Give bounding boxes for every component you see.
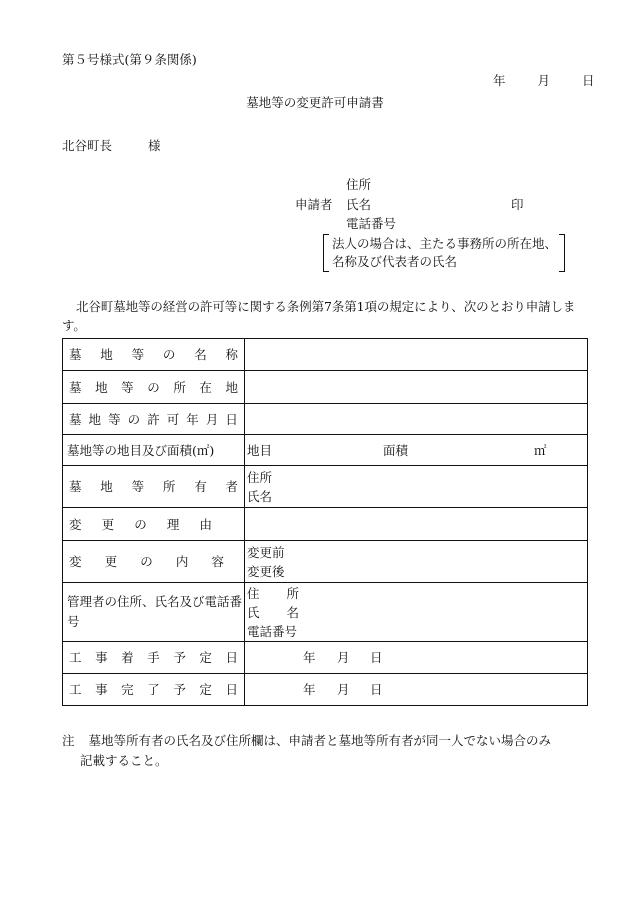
- table-row-location: [63, 371, 588, 404]
- date-year-unit: 年: [493, 73, 506, 88]
- application-statement: 北谷町墓地等の経営の許可等に関する条例第7条第1項の規定により、次のとおり申請します。: [62, 299, 576, 333]
- corporate-note: [332, 235, 557, 271]
- table-row-manager: [63, 583, 588, 642]
- label-char: の: [140, 554, 153, 569]
- area-unit: ㎡: [534, 442, 547, 458]
- input-change-content[interactable]: [245, 541, 588, 583]
- label-char: 事: [95, 650, 108, 665]
- table-row-name: [63, 339, 588, 371]
- applicant-name-label: 氏名: [346, 197, 372, 212]
- label-char: 住: [247, 585, 260, 601]
- footnote: [62, 731, 590, 771]
- application-form-table: [62, 338, 588, 706]
- label-char: 墓: [69, 379, 82, 395]
- end-date-fields: [249, 680, 583, 699]
- label-char: 等: [131, 347, 145, 362]
- change-before-label: 変更前: [247, 544, 285, 560]
- end-year-unit: 年: [303, 682, 316, 697]
- label-char: 地: [88, 411, 102, 427]
- manager-phone-label: 電話番号: [247, 623, 298, 639]
- applicant-address-label: 住所: [346, 177, 372, 192]
- start-date-fields: [249, 648, 583, 667]
- spread-label: [67, 680, 240, 699]
- table-row-end-date: [63, 674, 588, 706]
- input-start-date[interactable]: [245, 642, 588, 674]
- area-label: 面積: [383, 442, 409, 458]
- label-char: 変: [69, 516, 82, 532]
- label-char: の: [127, 411, 141, 427]
- label-char: 日: [225, 650, 238, 665]
- table-row-start-date: [63, 642, 588, 674]
- label-char: 予: [173, 650, 186, 665]
- label-char: 工: [69, 682, 82, 697]
- label-char: 有: [194, 479, 207, 494]
- start-day-unit: 日: [370, 650, 383, 665]
- label-char: 予: [173, 682, 186, 697]
- label-end-date: [63, 674, 245, 706]
- corporate-note-line2: 名称及び代表者の氏名: [332, 254, 458, 269]
- label-char: 在: [199, 379, 212, 395]
- input-end-date[interactable]: [245, 674, 588, 706]
- table-row-reason: [63, 508, 588, 541]
- label-char: の: [147, 379, 160, 395]
- end-day-unit: 日: [370, 682, 383, 697]
- label-char: 等: [131, 479, 145, 494]
- input-cemetery-location[interactable]: [245, 371, 588, 404]
- application-date: [493, 73, 595, 88]
- date-day-unit: 日: [582, 73, 595, 88]
- end-month-unit: 月: [337, 682, 350, 697]
- spread-label: [67, 410, 240, 429]
- label-char: 地: [100, 479, 113, 494]
- spread-label: [67, 477, 240, 496]
- label-char: の: [162, 347, 176, 362]
- label-char: 容: [211, 554, 224, 569]
- label-char: 地: [225, 379, 238, 395]
- spread-label: [67, 515, 240, 534]
- manager-name-label: [247, 603, 301, 622]
- label-char: 工: [69, 650, 82, 665]
- input-permit-date[interactable]: [245, 404, 588, 435]
- category-area-fields: [247, 441, 583, 460]
- addressee-name: 北谷町長: [62, 138, 113, 153]
- label-char: 者: [225, 479, 238, 494]
- label-char: 氏: [247, 604, 260, 620]
- table-row-content: [63, 541, 588, 583]
- label-char: 墓: [69, 411, 82, 427]
- label-char: 由: [199, 516, 212, 532]
- note-line1: 墓地等所有者の氏名及び住所欄は、申請者と墓地等所有者が同一人でない場合のみ: [88, 733, 552, 748]
- label-char: 定: [199, 682, 212, 697]
- label-cemetery-name: [63, 339, 245, 371]
- corporate-note-bracket: [323, 234, 565, 272]
- note-line2: 記載すること。: [80, 753, 168, 768]
- label-char: の: [134, 516, 147, 532]
- label-char: 変: [69, 554, 82, 569]
- manager-address-label: [247, 584, 301, 603]
- table-row-permit-date: [63, 404, 588, 435]
- label-char: 完: [121, 682, 134, 697]
- label-char: 手: [147, 650, 160, 665]
- label-start-date: [63, 642, 245, 674]
- input-category-area[interactable]: [245, 435, 588, 466]
- label-char: 墓: [69, 347, 82, 362]
- date-month-unit: 月: [537, 73, 551, 88]
- start-year-unit: 年: [303, 650, 316, 665]
- label-char: 年: [186, 411, 199, 427]
- label-char: 名: [194, 347, 207, 362]
- label-char: 所: [162, 479, 176, 494]
- label-category-area: 墓地等の地目及び面積(㎡): [63, 435, 245, 466]
- label-char: 等: [108, 411, 121, 427]
- applicant-label: 申請者: [295, 197, 333, 212]
- label-char: 等: [121, 379, 134, 395]
- start-month-unit: 月: [337, 650, 350, 665]
- input-owner[interactable]: [245, 466, 588, 508]
- label-char: 称: [225, 347, 238, 362]
- label-char: 了: [147, 682, 160, 697]
- spread-label: [67, 345, 240, 364]
- label-owner: [63, 466, 245, 508]
- label-char: 更: [104, 554, 118, 569]
- spread-label: [67, 552, 240, 571]
- table-row-category-area: [63, 435, 588, 466]
- addressee: [62, 138, 161, 153]
- table-row-owner: [63, 466, 588, 508]
- owner-address-label: 住所: [247, 469, 273, 485]
- label-char: 内: [175, 554, 189, 569]
- label-char: 所: [173, 379, 186, 395]
- label-char: 可: [166, 411, 180, 427]
- spread-label: [67, 378, 240, 397]
- label-change-reason: [63, 508, 245, 541]
- label-char: 名: [286, 604, 299, 620]
- label-char: 日: [225, 411, 238, 427]
- applicant-phone-label: 電話番号: [346, 216, 397, 231]
- category-label: 地目: [247, 442, 273, 458]
- label-char: 地: [100, 347, 113, 362]
- note-prefix: 注: [62, 733, 75, 748]
- label-char: 月: [205, 411, 219, 427]
- label-char: 日: [225, 682, 238, 697]
- label-char: 理: [166, 516, 180, 532]
- label-manager: 管理者の住所、氏名及び電話番号: [63, 583, 245, 642]
- label-char: 許: [147, 411, 160, 427]
- corporate-note-line1: 法人の場合は、主たる事務所の所在地、: [332, 236, 558, 251]
- document-title: 墓地等の変更許可申請書: [246, 95, 384, 110]
- label-char: 更: [101, 516, 115, 532]
- input-manager[interactable]: [245, 583, 588, 642]
- addressee-honorific: 様: [148, 138, 161, 153]
- label-permit-date: [63, 404, 245, 435]
- label-cemetery-location: [63, 371, 245, 404]
- label-change-content: [63, 541, 245, 583]
- label-char: 所: [286, 585, 299, 601]
- owner-name-label: 氏名: [247, 488, 273, 504]
- form-number: 第５号様式(第９条関係): [62, 52, 197, 67]
- spread-label: [67, 648, 240, 667]
- label-char: 地: [95, 379, 108, 395]
- left-bracket: [323, 234, 329, 272]
- change-after-label: 変更後: [247, 563, 285, 579]
- label-char: 着: [121, 650, 134, 665]
- label-char: 墓: [69, 479, 82, 494]
- label-char: 事: [95, 682, 108, 697]
- right-bracket: [559, 234, 565, 272]
- seal-mark: 印: [511, 197, 524, 212]
- input-change-reason[interactable]: [245, 508, 588, 541]
- input-cemetery-name[interactable]: [245, 339, 588, 371]
- label-char: 定: [199, 650, 212, 665]
